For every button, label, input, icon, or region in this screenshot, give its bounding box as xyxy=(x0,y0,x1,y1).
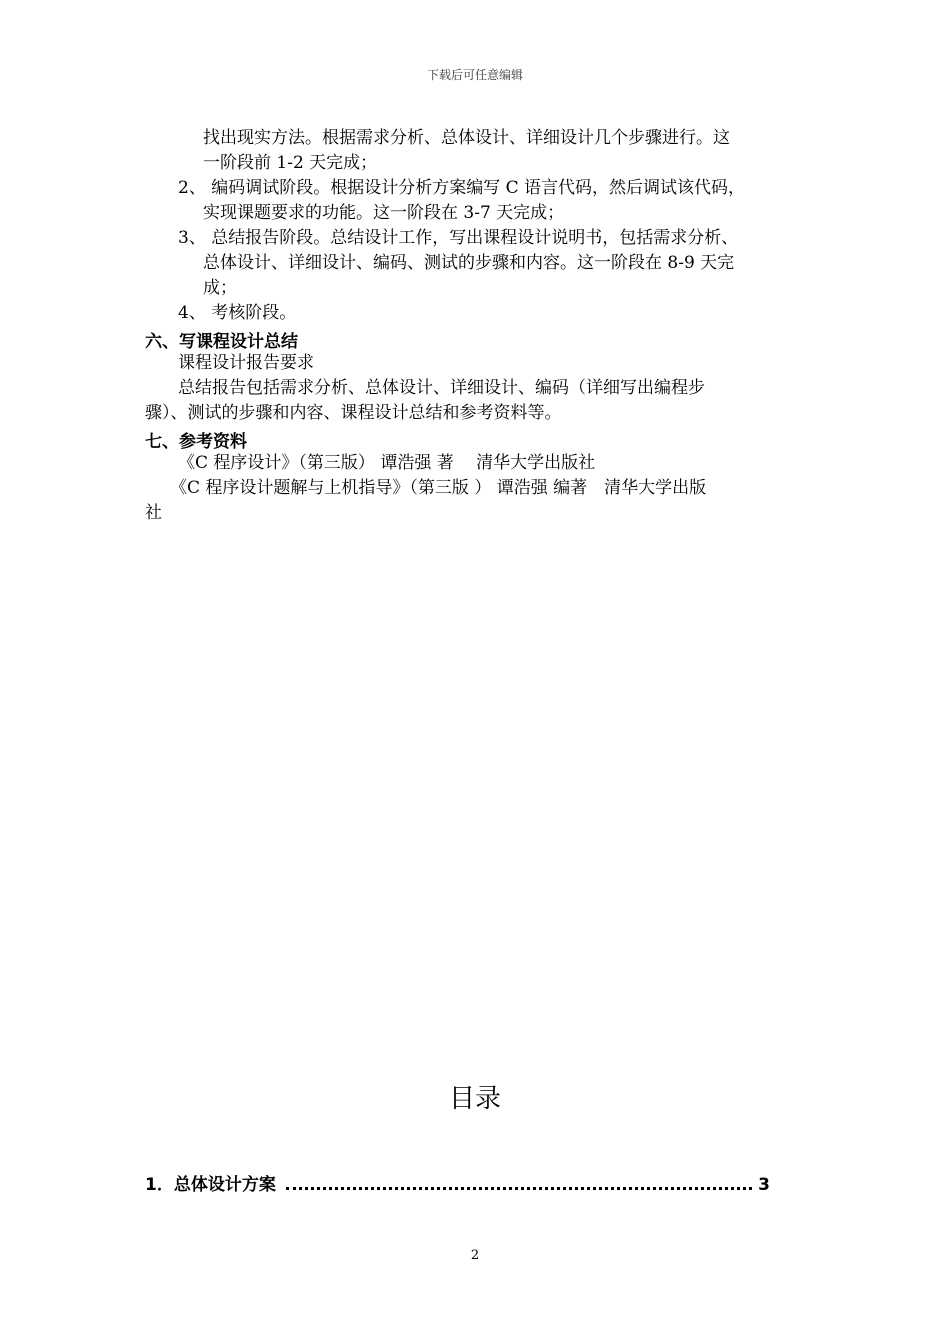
body-line: 骤）、测试的步骤和内容、课程设计总结和参考资料等。 xyxy=(145,403,562,423)
toc-leader-dots xyxy=(286,1187,752,1190)
list-item: 4、 考核阶段。 xyxy=(178,303,297,323)
body-line: 成； xyxy=(203,278,237,298)
body-line: 找出现实方法。根据需求分析、总体设计、详细设计几个步骤进行。这 xyxy=(203,128,730,148)
toc-entry[interactable] xyxy=(145,1170,770,1195)
reference-item: 《C 程序设计》（第三版） 谭浩强 著 清华大学出版社 xyxy=(178,453,596,473)
body-line: 一阶段前 1-2 天完成； xyxy=(203,153,378,173)
list-item: 2、 编码调试阶段。根据设计分析方案编写 C 语言代码，然后调试该代码， xyxy=(178,178,746,198)
body-line: 总体设计、详细设计、编码、测试的步骤和内容。这一阶段在 8-9 天完 xyxy=(203,253,735,273)
toc-title: 目录 xyxy=(448,1084,501,1114)
page-header: 下载后可任意编辑 xyxy=(426,68,523,82)
page-number: 2 xyxy=(470,1248,480,1263)
reference-item: 《C 程序设计题解与上机指导》（第三版 ） 谭浩强 编著 清华大学出版 xyxy=(170,478,707,498)
section-heading: 六、写课程设计总结 xyxy=(145,332,298,352)
toc-entry-page: 3 xyxy=(758,1175,770,1195)
body-line: 总结报告包括需求分析、总体设计、详细设计、编码（详细写出编程步 xyxy=(178,378,705,398)
list-item: 3、 总结报告阶段。总结设计工作，写出课程设计说明书，包括需求分析、 xyxy=(178,228,739,248)
body-line: 实现课题要求的功能。这一阶段在 3-7 天完成； xyxy=(203,203,565,223)
body-line: 课程设计报告要求 xyxy=(178,353,314,373)
section-heading: 七、参考资料 xyxy=(145,432,247,452)
toc-entry-label: 1．总体设计方案 xyxy=(145,1175,276,1195)
body-line: 社 xyxy=(145,503,162,523)
